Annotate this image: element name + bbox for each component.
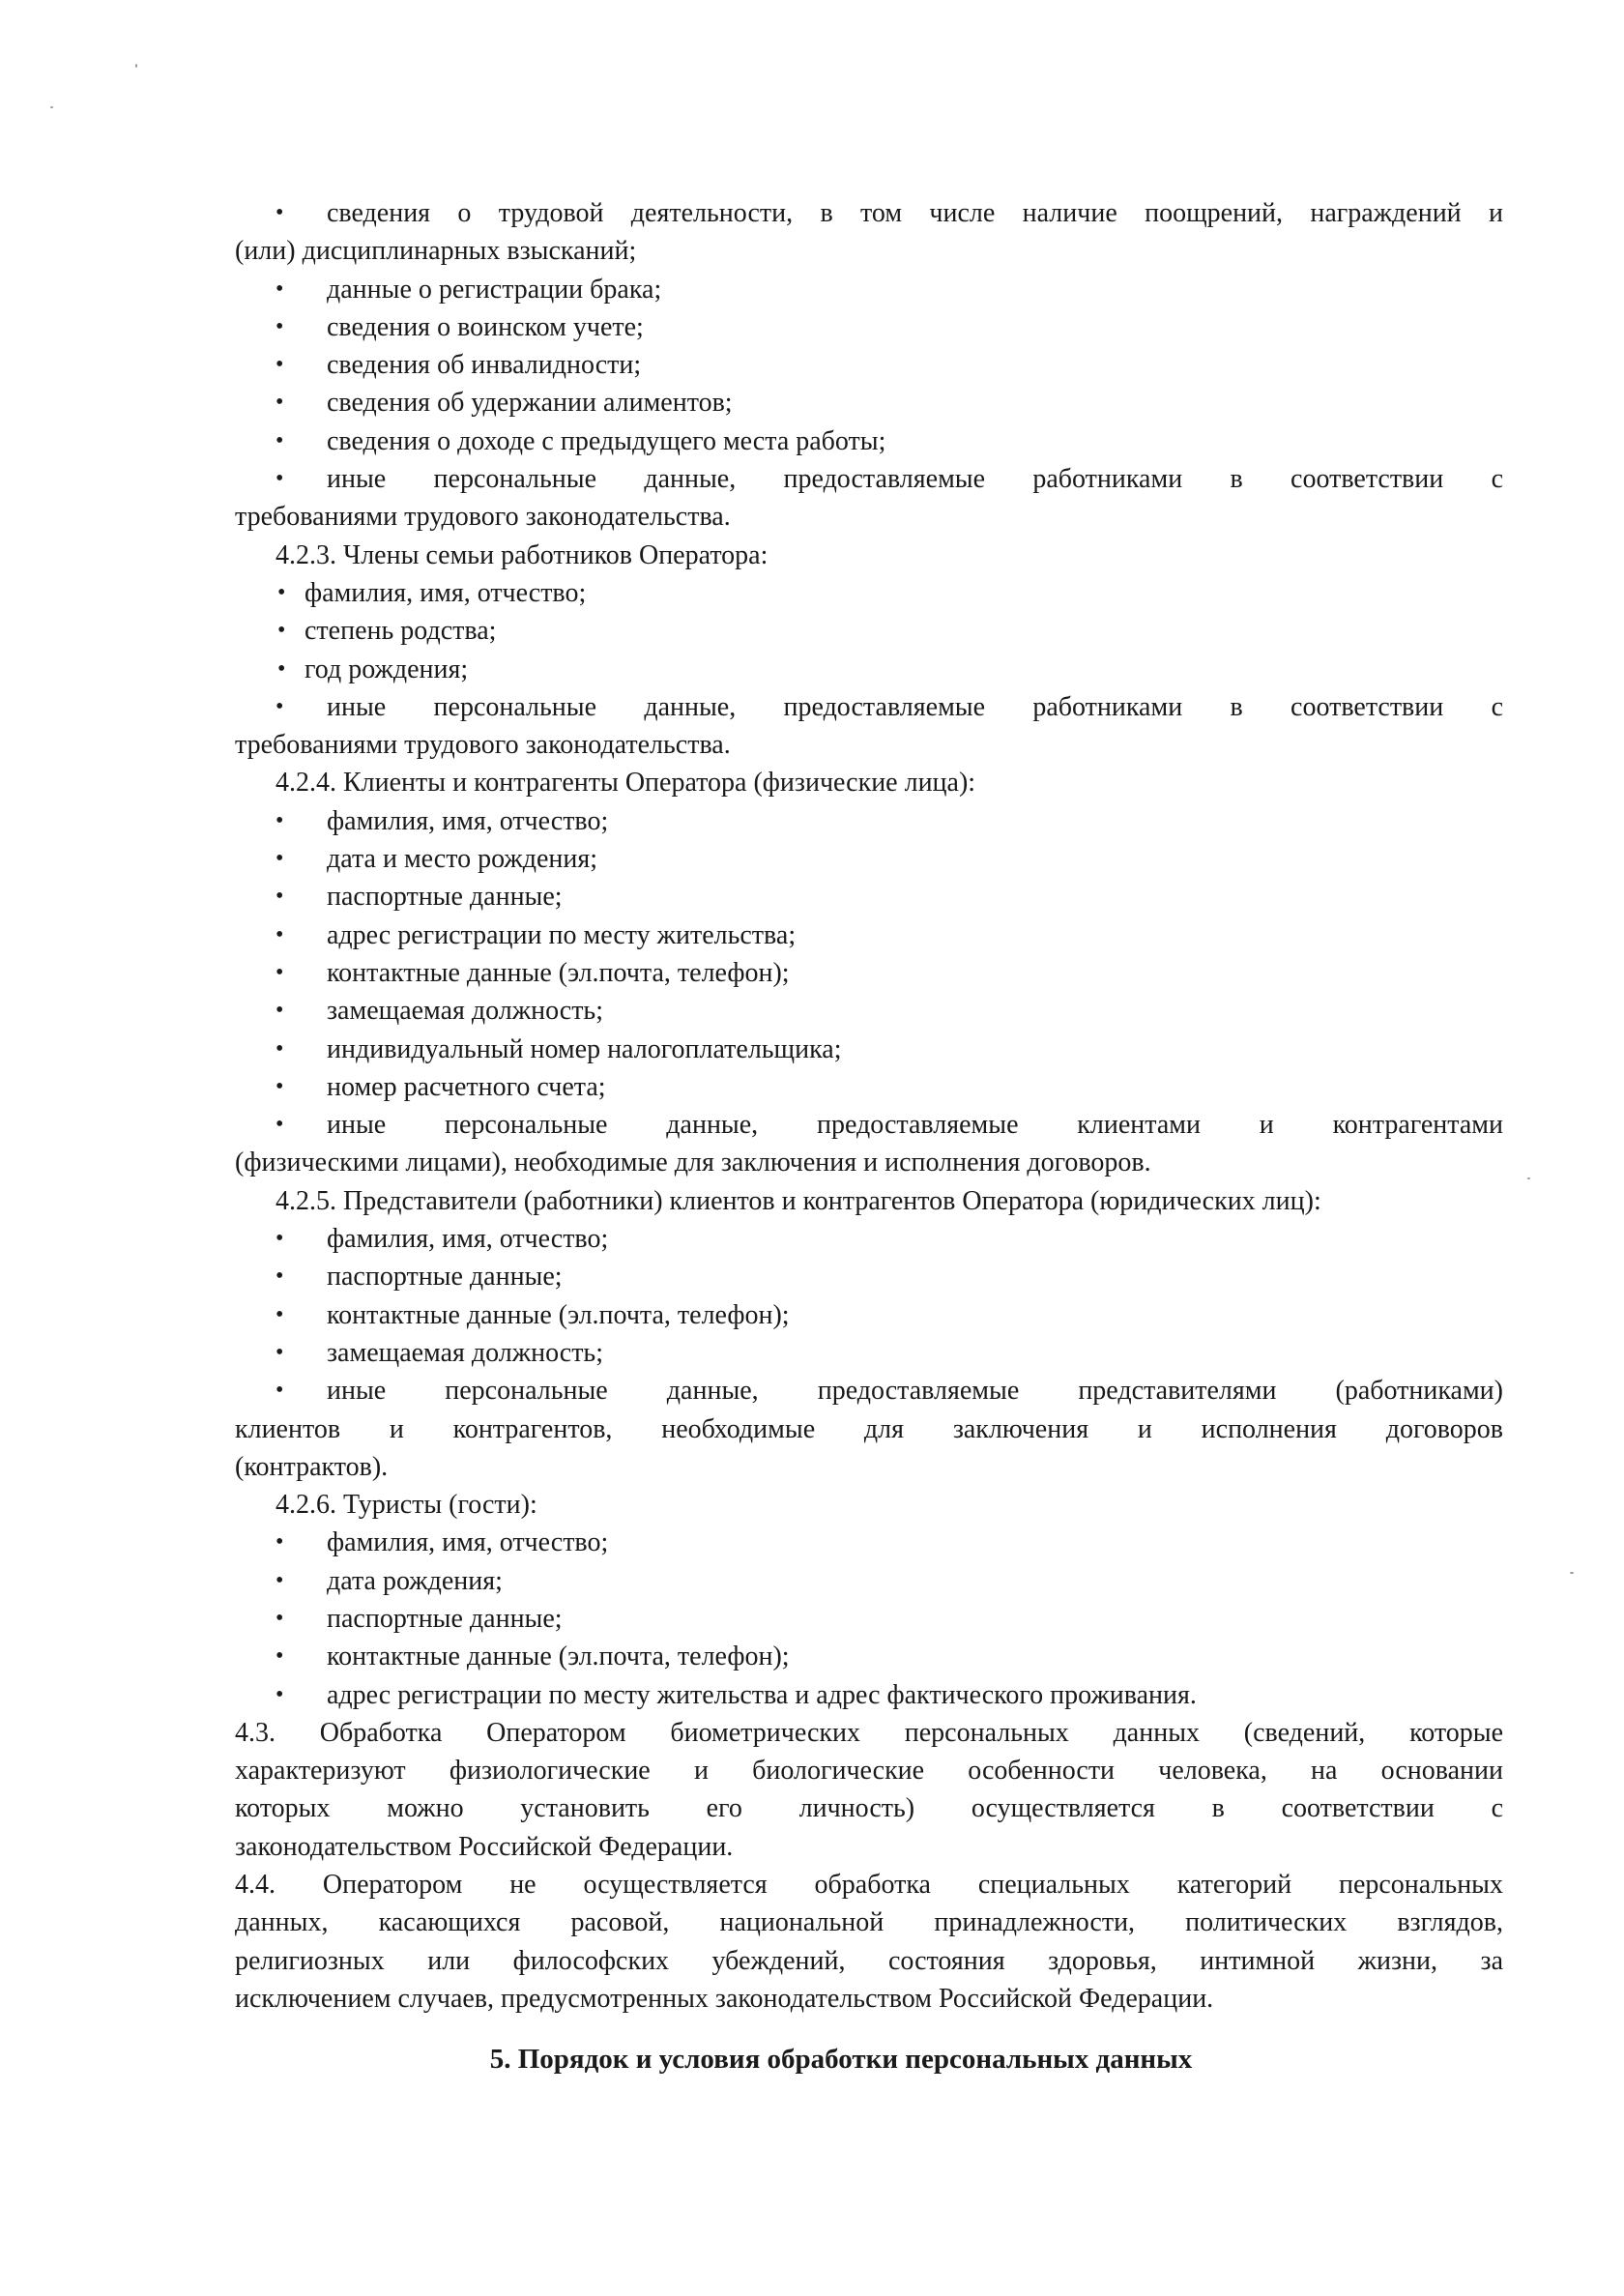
- bullet-icon: •: [276, 427, 284, 453]
- list-item: [235, 802, 1503, 840]
- list-item: [235, 1068, 1503, 1106]
- line-text: контактные данные (эл.почта, телефон);: [327, 1299, 790, 1330]
- bullet-icon: •: [276, 846, 284, 872]
- subsection-title: [235, 537, 1503, 574]
- text-line: [235, 232, 1503, 270]
- document-body: [235, 194, 1503, 2018]
- bullet-icon: •: [276, 1073, 284, 1099]
- line-text: год рождения;: [304, 654, 469, 684]
- scan-speck: [1570, 1572, 1574, 1574]
- line-text: замещаемая должность;: [327, 996, 603, 1027]
- line-text: дата и место рождения;: [327, 844, 598, 875]
- bullet-icon: •: [276, 352, 284, 378]
- line-text: законодательством Российской Федерации.: [235, 1831, 734, 1862]
- text-line: [235, 1980, 1503, 2018]
- scan-speck: [135, 64, 137, 68]
- line-text: 4.4. Оператором не осуществляется обработка специальных категорий персональных: [235, 1870, 1503, 1901]
- bullet-icon: •: [276, 1378, 284, 1404]
- line-text: контактные данные (эл.почта, телефон);: [327, 1642, 790, 1672]
- subsection-title: [235, 1182, 1503, 1220]
- line-text: сведения о доходе с предыдущего места работы;: [327, 425, 886, 456]
- bullet-icon: •: [276, 200, 284, 225]
- line-text: дата рождения;: [327, 1565, 503, 1596]
- text-line: [235, 1828, 1503, 1866]
- line-text: которых можно установить его личность) осуществляется в соответствии с: [235, 1793, 1503, 1824]
- list-item: [235, 1258, 1503, 1295]
- bullet-icon: •: [276, 1339, 284, 1365]
- scan-speck: [1527, 1177, 1530, 1179]
- line-text: степень родства;: [304, 616, 497, 647]
- line-text: фамилия, имя, отчество;: [327, 1224, 609, 1255]
- line-text: паспортные данные;: [327, 1262, 563, 1293]
- line-text: (физическими лицами), необходимые для заключения и исполнения договоров.: [235, 1148, 1151, 1178]
- line-text: паспортные данные;: [327, 882, 563, 913]
- list-item: [235, 612, 1503, 650]
- bullet-icon: •: [276, 1529, 284, 1555]
- line-text: замещаемая должность;: [327, 1337, 603, 1368]
- line-text: контактные данные (эл.почта, телефон);: [327, 957, 790, 988]
- text-line: [235, 1144, 1503, 1181]
- text-line: [235, 1410, 1503, 1448]
- text-line: [235, 1866, 1503, 1904]
- list-item: [235, 1296, 1503, 1334]
- line-text: сведения об удержании алиментов;: [327, 388, 733, 419]
- text-line: [235, 1942, 1503, 1980]
- line-text: требованиями трудового законодательства.: [235, 730, 731, 761]
- line-text: (контрактов).: [235, 1451, 389, 1482]
- line-text: требованиями трудового законодательства.: [235, 502, 731, 533]
- bullet-icon: •: [277, 655, 286, 682]
- list-item: [235, 346, 1503, 384]
- line-text: фамилия, имя, отчество;: [304, 577, 587, 608]
- line-text: данных, касающихся расовой, национальной принадлежности, политических взглядов,: [235, 1907, 1503, 1938]
- list-item: [235, 384, 1503, 421]
- line-text: клиентов и контрагентов, необходимые для заключения и исполнения договоров: [235, 1413, 1503, 1444]
- line-text: исключением случаев, предусмотренных законодательством Российской Федерации.: [235, 1983, 1214, 2014]
- bullet-icon: •: [276, 390, 284, 416]
- subsection-title: [235, 764, 1503, 801]
- list-item: [235, 1031, 1503, 1068]
- list-item: [235, 422, 1503, 460]
- bullet-icon: •: [276, 466, 284, 492]
- bullet-icon: •: [276, 1643, 284, 1670]
- list-item: [235, 1524, 1503, 1561]
- list-item: [235, 1106, 1503, 1144]
- bullet-icon: •: [277, 618, 286, 644]
- text-line: [235, 1789, 1503, 1827]
- list-item: [235, 1220, 1503, 1258]
- line-text: 4.2.4. Клиенты и контрагенты Оператора (физические лица):: [276, 768, 976, 799]
- text-line: [235, 498, 1503, 536]
- line-text: иные персональные данные, предоставляемые работниками в соответствии с: [327, 464, 1503, 495]
- line-text: номер расчетного счета;: [327, 1071, 606, 1102]
- list-item: [235, 308, 1503, 346]
- bullet-icon: •: [276, 1301, 284, 1327]
- text-line: [235, 1448, 1503, 1486]
- bullet-icon: •: [276, 1112, 284, 1138]
- line-text: сведения о воинском учете;: [327, 311, 644, 342]
- bullet-icon: •: [276, 1681, 284, 1707]
- subsection-title: [235, 1486, 1503, 1524]
- bullet-icon: •: [276, 693, 284, 719]
- line-text: паспортные данные;: [327, 1603, 563, 1634]
- list-item: [235, 1600, 1503, 1638]
- line-text: сведения об инвалидности;: [327, 350, 642, 381]
- line-text: фамилия, имя, отчество;: [327, 805, 609, 836]
- bullet-icon: •: [276, 1226, 284, 1252]
- line-text: иные персональные данные, предоставляемые работниками в соответствии с: [327, 691, 1503, 722]
- bullet-icon: •: [276, 998, 284, 1024]
- line-text: сведения о трудовой деятельности, в том числе наличие поощрений, награждений и: [327, 198, 1503, 228]
- line-text: характеризуют физиологические и биологические особенности человека, на основании: [235, 1756, 1503, 1787]
- bullet-icon: •: [276, 1264, 284, 1290]
- line-text: религиозных или философских убеждений, состояния здоровья, интимной жизни, за: [235, 1945, 1503, 1976]
- list-item: [235, 651, 1503, 688]
- line-text: 4.3. Обработка Оператором биометрических персональных данных (сведений, которые: [235, 1717, 1503, 1748]
- line-text: фамилия, имя, отчество;: [327, 1527, 609, 1558]
- bullet-icon: •: [276, 807, 284, 833]
- list-item: [235, 878, 1503, 915]
- text-line: [235, 1904, 1503, 1941]
- line-text: адрес регистрации по месту жительства и адрес фактического проживания.: [327, 1679, 1197, 1710]
- line-text: 4.2.3. Члены семьи работников Оператора:: [276, 539, 768, 570]
- list-item: [235, 1562, 1503, 1600]
- list-item: [235, 688, 1503, 726]
- line-text: 4.2.6. Туристы (гости):: [276, 1490, 537, 1521]
- bullet-icon: •: [276, 921, 284, 947]
- text-line: [235, 726, 1503, 764]
- list-item: [235, 1334, 1503, 1372]
- bullet-icon: •: [276, 276, 284, 302]
- bullet-icon: •: [276, 884, 284, 910]
- list-item: [235, 840, 1503, 878]
- list-item: [235, 194, 1503, 232]
- line-text: 4.2.5. Представители (работники) клиентов и контрагентов Оператора (юридических лиц):: [276, 1185, 1321, 1216]
- line-text: иные персональные данные, предоставляемые представителями (работниками): [327, 1376, 1503, 1407]
- bullet-icon: •: [277, 579, 286, 605]
- bullet-icon: •: [276, 959, 284, 985]
- bullet-icon: •: [276, 313, 284, 339]
- list-item: [235, 271, 1503, 308]
- line-text: данные о регистрации брака;: [327, 274, 662, 305]
- line-text: иные персональные данные, предоставляемые клиентами и контрагентами: [327, 1110, 1503, 1141]
- text-line: [235, 1752, 1503, 1789]
- list-item: [235, 1638, 1503, 1675]
- line-text: (или) дисциплинарных взысканий;: [235, 236, 637, 267]
- list-item: [235, 574, 1503, 612]
- list-item: [235, 916, 1503, 954]
- list-item: [235, 1676, 1503, 1714]
- bullet-icon: •: [276, 1567, 284, 1593]
- line-text: индивидуальный номер налогоплательщика;: [327, 1033, 842, 1064]
- line-text: адрес регистрации по месту жительства;: [327, 919, 797, 950]
- list-item: [235, 460, 1503, 498]
- list-item: [235, 954, 1503, 992]
- bullet-icon: •: [276, 1035, 284, 1061]
- list-item: [235, 1372, 1503, 1410]
- section-heading: 5. Порядок и условия обработки персональных данных: [489, 2044, 1193, 2075]
- text-line: [235, 1714, 1503, 1752]
- scan-speck: [50, 106, 53, 108]
- bullet-icon: •: [276, 1605, 284, 1631]
- list-item: [235, 992, 1503, 1030]
